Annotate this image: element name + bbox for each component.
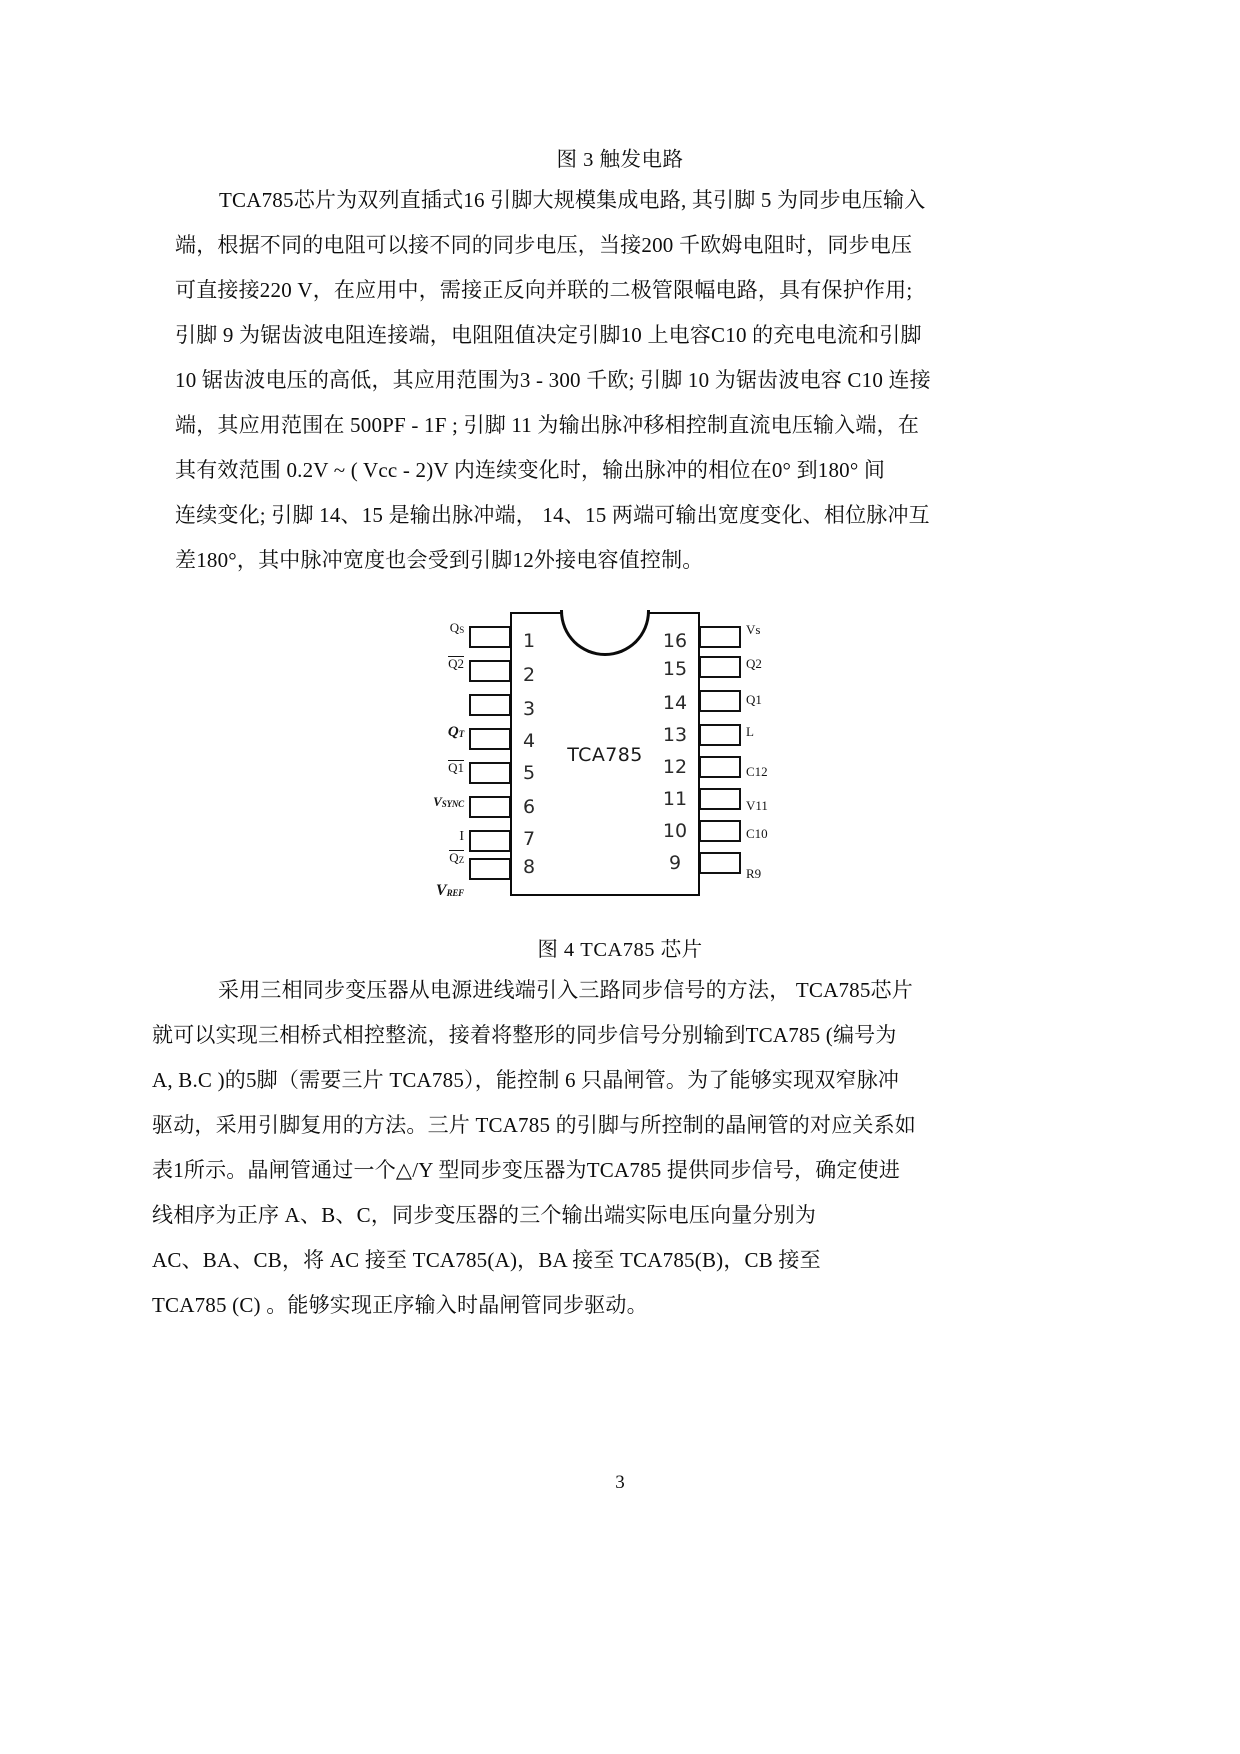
pin-box-right-15	[699, 656, 741, 678]
pin-box-left-3	[469, 694, 511, 716]
paragraph-two-line	[152, 1193, 1087, 1238]
text-line: AC、BA、CB，将 AC 接至 TCA785(A)，BA 接至 TCA785(B)，CB 接至	[152, 1248, 821, 1272]
text-line: 连续变化; 引脚 14、15 是输出脉冲端， 14、15 两端可输出宽度变化、相位脉冲互	[175, 503, 930, 527]
pin-label-r9: R9	[746, 866, 762, 881]
pin-box-left-1	[469, 626, 511, 648]
pin-number-2: 2	[522, 664, 536, 686]
text-line: 其有效范围 0.2V ~ ( Vcc - 2)V 内连续变化时，输出脉冲的相位在0° 到180° 间	[175, 458, 886, 482]
tca785-chip-diagram	[410, 604, 830, 904]
text-line: 10 锯齿波电压的高低，其应用范围为3 - 300 千欧; 引脚 10 为锯齿波电容 C10 连接	[175, 368, 931, 392]
pin-box-left-7	[469, 830, 511, 852]
paragraph-two-line	[152, 1148, 1087, 1193]
paragraph-two-line	[152, 1103, 1087, 1148]
figure-3-caption: 图 3 触发电路	[556, 149, 684, 171]
page-number: 3	[615, 1472, 625, 1493]
paragraph-one-line	[175, 223, 1060, 268]
pin-label-v11: V11	[746, 798, 768, 813]
paragraph-one-line	[175, 178, 1060, 223]
paragraph-two-line	[152, 968, 1087, 1013]
text-line: TCA785芯片为双列直插式16 引脚大规模集成电路, 其引脚 5 为同步电压输入	[219, 188, 926, 212]
pin-number-10: 10	[662, 820, 688, 842]
text-line: 差180°，其中脉冲宽度也会受到引脚12外接电容值控制。	[175, 548, 704, 572]
text-line: A, B.C )的5脚（需要三片 TCA785），能控制 6 只晶闸管。为了能够实现双窄脉冲	[152, 1068, 900, 1092]
pin-label-i: I	[459, 829, 464, 844]
pin-label-qt: QT	[447, 724, 464, 740]
pin-number-4: 4	[522, 730, 536, 752]
pin-number-8: 8	[522, 856, 536, 878]
pin-number-3: 3	[522, 698, 536, 720]
pin-label-c12: C12	[746, 764, 768, 779]
paragraph-one-line	[175, 358, 1060, 403]
paragraph-two-line	[152, 1238, 1087, 1283]
pin-label-vref: VREF	[435, 882, 464, 899]
pin-number-11: 11	[662, 788, 688, 810]
paragraph-one-line	[175, 493, 1060, 538]
pin-number-9: 9	[668, 852, 682, 874]
pin-number-1: 1	[522, 630, 536, 652]
pin-box-left-8	[469, 858, 511, 880]
pin-box-left-6	[469, 796, 511, 818]
paragraph-one-line	[175, 538, 1060, 583]
paragraph-one-line	[175, 313, 1060, 358]
paragraph-one-line	[175, 268, 1060, 313]
pin-number-6: 6	[522, 796, 536, 818]
text-line: 引脚 9 为锯齿波电阻连接端，电阻阻值决定引脚10 上电容C10 的充电电流和引脚	[175, 323, 922, 347]
pin-number-15: 15	[662, 658, 688, 680]
text-line: 端，其应用范围在 500PF - 1F ; 引脚 11 为输出脉冲移相控制直流电压输入端，在	[175, 413, 920, 437]
pin-label-vsync: VSYNC	[433, 794, 464, 809]
pin-box-left-5	[469, 762, 511, 784]
pin-label-qs: QS	[449, 620, 464, 635]
pin-box-right-16	[699, 626, 741, 648]
pin-box-left-4	[469, 728, 511, 750]
figure-4-caption: 图 4 TCA785 芯片	[537, 939, 703, 961]
text-line: 采用三相同步变压器从电源进线端引入三路同步信号的方法， TCA785芯片	[218, 978, 913, 1002]
paragraph-two	[152, 968, 1087, 1328]
text-line: 线相序为正序 A、B、C，同步变压器的三个输出端实际电压向量分别为	[152, 1203, 817, 1227]
pin-number-5: 5	[522, 762, 536, 784]
pin-box-right-9	[699, 852, 741, 874]
paragraph-two-line	[152, 1283, 1087, 1328]
pin-box-right-10	[699, 820, 741, 842]
pin-box-right-11	[699, 788, 741, 810]
paragraph-one-line	[175, 448, 1060, 493]
pin-label-q2-bar: Q2	[448, 656, 464, 671]
paragraph-two-line	[152, 1058, 1087, 1103]
pin-label-vs: Vs	[746, 622, 761, 637]
pin-label-q1: Q1	[746, 692, 762, 707]
pin-box-right-12	[699, 756, 741, 778]
pin-number-13: 13	[662, 724, 688, 746]
pin-label-q2: Q2	[746, 656, 762, 671]
text-line: 驱动，采用引脚复用的方法。三片 TCA785 的引脚与所控制的晶闸管的对应关系如	[152, 1113, 916, 1137]
text-line: 端，根据不同的电阻可以接不同的同步电压，当接200 千欧姆电阻时，同步电压	[175, 233, 913, 257]
chip-part-number: TCA785	[567, 744, 643, 766]
paragraph-one-line	[175, 403, 1060, 448]
pin-label-l: L	[746, 724, 754, 739]
pin-number-7: 7	[522, 828, 536, 850]
paragraph-one	[175, 178, 1060, 583]
text-line: 表1所示。晶闸管通过一个△/Y 型同步变压器为TCA785 提供同步信号，确定使进	[152, 1158, 901, 1182]
pin-box-left-2	[469, 660, 511, 682]
pin-number-16: 16	[662, 630, 688, 652]
pin-label-c10: C10	[746, 826, 768, 841]
pin-number-14: 14	[662, 692, 688, 714]
pin-number-12: 12	[662, 756, 688, 778]
pin-label-q1-bar: Q1	[448, 760, 464, 775]
pin-box-right-13	[699, 724, 741, 746]
text-line: 就可以实现三相桥式相控整流，接着将整形的同步信号分别输到TCA785 (编号为	[152, 1023, 897, 1047]
pin-box-right-14	[699, 690, 741, 712]
text-line: 可直接接220 V，在应用中，需接正反向并联的二极管限幅电路，具有保护作用;	[175, 278, 913, 302]
pin-label-qz: QZ	[449, 850, 464, 865]
paragraph-two-line	[152, 1013, 1087, 1058]
text-line: TCA785 (C) 。能够实现正序输入时晶闸管同步驱动。	[152, 1293, 648, 1317]
